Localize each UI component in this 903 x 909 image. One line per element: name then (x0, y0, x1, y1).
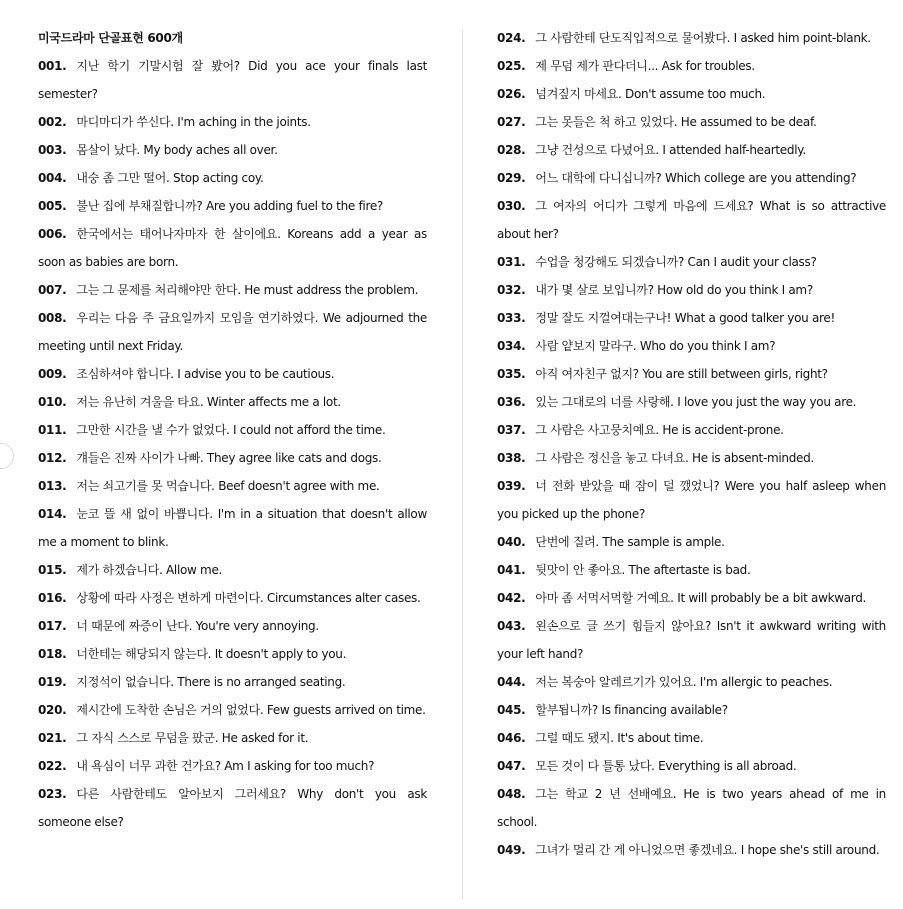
item-text: 내가 몇 살로 보입니까? How old do you think I am? (535, 283, 813, 297)
item-text: 있는 그대로의 너를 사랑해. I love you just the way you are. (535, 395, 857, 409)
item-text: 상황에 따라 사정은 변하게 마련이다. Circumstances alter cases. (76, 591, 421, 605)
item-number: 048. (497, 787, 526, 801)
item-number: 035. (497, 367, 526, 381)
item-text: 제 무덤 제가 판다더니... Ask for troubles. (535, 59, 755, 73)
expression-item (497, 444, 886, 472)
side-scroll-handle[interactable] (0, 443, 14, 469)
expression-item (497, 332, 886, 360)
item-text: 아직 여자친구 없지? You are still between girls, right? (535, 367, 828, 381)
item-text: 어느 대학에 다니십니까? Which college are you attending? (535, 171, 857, 185)
item-number: 033. (497, 311, 526, 325)
expression-item (38, 136, 427, 164)
expression-item (38, 416, 427, 444)
item-text: 그는 그 문제를 처리해야만 한다. He must address the problem. (76, 283, 419, 297)
expression-item (497, 836, 886, 864)
item-number: 019. (38, 675, 67, 689)
expression-item (497, 584, 886, 612)
item-text: 너한테는 해당되지 않는다. It doesn't apply to you. (76, 647, 347, 661)
item-number: 026. (497, 87, 526, 101)
item-number: 047. (497, 759, 526, 773)
expression-item (497, 52, 886, 80)
item-text: 눈코 뜰 새 없이 바쁩니다. I'm in a situation that doesn't allow me a moment to blink. (38, 507, 427, 549)
expression-item (38, 276, 427, 304)
item-text: 그 사람은 사고뭉치예요. He is accident-prone. (535, 423, 784, 437)
expression-item (497, 136, 886, 164)
item-text: 내 욕심이 너무 과한 건가요? Am I asking for too much? (76, 759, 375, 773)
item-text: 정말 잘도 지껄여대는구나! What a good talker you are! (535, 311, 835, 325)
expression-item (497, 724, 886, 752)
expression-item (38, 388, 427, 416)
expression-item (38, 164, 427, 192)
document-title: 미국드라마 단골표현 600개 (38, 31, 183, 45)
item-text: 지난 학기 기말시험 잘 봤어? Did you ace your finals last semester? (38, 59, 427, 101)
item-number: 025. (497, 59, 526, 73)
item-number: 021. (38, 731, 67, 745)
item-text: 저는 쇠고기를 못 먹습니다. Beef doesn't agree with me. (76, 479, 380, 493)
item-number: 004. (38, 171, 67, 185)
expression-item (38, 192, 427, 220)
item-text: 그럴 때도 됐지. It's about time. (535, 731, 704, 745)
item-number: 027. (497, 115, 526, 129)
item-number: 011. (38, 423, 67, 437)
item-text: 한국에서는 태어나자마자 한 살이에요. Koreans add a year as soon as babies are born. (38, 227, 427, 269)
expression-item (497, 696, 886, 724)
item-text: 걔들은 진짜 사이가 나빠. They agree like cats and dogs. (76, 451, 382, 465)
item-text: 넘겨짚지 마세요. Don't assume too much. (535, 87, 766, 101)
item-text: 저는 복숭아 알레르기가 있어요. I'm allergic to peaches. (535, 675, 833, 689)
item-number: 043. (497, 619, 526, 633)
item-number: 001. (38, 59, 67, 73)
item-text: 왼손으로 글 쓰기 힘들지 않아요? Isn't it awkward writing with your left hand? (497, 619, 886, 661)
item-number: 002. (38, 115, 67, 129)
item-text: 너 때문에 짜증이 난다. You're very annoying. (76, 619, 319, 633)
item-number: 038. (497, 451, 526, 465)
item-text: 너 전화 받았을 때 잠이 덜 깼었니? Were you half asleep when you picked up the phone? (497, 479, 886, 521)
item-number: 046. (497, 731, 526, 745)
right-column (497, 24, 886, 864)
item-number: 010. (38, 395, 67, 409)
expression-item (38, 304, 427, 360)
item-number: 042. (497, 591, 526, 605)
expression-item (38, 360, 427, 388)
expression-item (497, 612, 886, 668)
item-text: 불난 집에 부채질합니까? Are you adding fuel to the fire? (76, 199, 383, 213)
item-number: 020. (38, 703, 67, 717)
item-number: 039. (497, 479, 526, 493)
item-text: 할부됩니까? Is financing available? (535, 703, 728, 717)
item-text: 그 여자의 어디가 그렇게 마음에 드세요? What is so attractive about her? (497, 199, 886, 241)
expression-item (38, 52, 427, 108)
item-number: 028. (497, 143, 526, 157)
item-number: 009. (38, 367, 67, 381)
item-text: 몸살이 났다. My body aches all over. (76, 143, 278, 157)
expression-item (497, 248, 886, 276)
expression-item (38, 556, 427, 584)
expression-item (38, 612, 427, 640)
item-text: 그만한 시간을 낼 수가 없었다. I could not afford the time. (76, 423, 386, 437)
expression-item (38, 724, 427, 752)
expression-item (497, 416, 886, 444)
item-number: 032. (497, 283, 526, 297)
item-number: 005. (38, 199, 67, 213)
item-number: 017. (38, 619, 67, 633)
item-number: 006. (38, 227, 67, 241)
item-number: 041. (497, 563, 526, 577)
expression-item (497, 304, 886, 332)
item-text: 마디마디가 쑤신다. I'm aching in the joints. (76, 115, 311, 129)
item-text: 그 사람한테 단도직입적으로 물어봤다. I asked him point-blank. (535, 31, 871, 45)
expression-item (497, 164, 886, 192)
expression-item (38, 584, 427, 612)
expression-item (38, 668, 427, 696)
item-text: 단번에 질려. The sample is ample. (535, 535, 725, 549)
item-number: 015. (38, 563, 67, 577)
item-number: 003. (38, 143, 67, 157)
item-number: 016. (38, 591, 67, 605)
expression-item (497, 472, 886, 528)
expression-item (38, 640, 427, 668)
item-text: 저는 유난히 겨울을 타요. Winter affects me a lot. (76, 395, 341, 409)
item-text: 그는 못들은 척 하고 있었다. He assumed to be deaf. (535, 115, 817, 129)
item-text: 제시간에 도착한 손님은 거의 없었다. Few guests arrived on time. (76, 703, 426, 717)
item-number: 037. (497, 423, 526, 437)
expression-item (38, 444, 427, 472)
expression-item (38, 108, 427, 136)
expression-item (38, 472, 427, 500)
item-text: 아마 좀 서먹서먹할 거예요. It will probably be a bit awkward. (535, 591, 867, 605)
item-text: 그냥 건성으로 다녔어요. I attended half-heartedly. (535, 143, 806, 157)
item-number: 044. (497, 675, 526, 689)
item-number: 030. (497, 199, 526, 213)
column-divider (462, 30, 463, 900)
item-number: 049. (497, 843, 526, 857)
left-column (38, 24, 427, 836)
expression-item (38, 500, 427, 556)
expression-item (497, 780, 886, 836)
item-text: 그는 학교 2 년 선배예요. He is two years ahead of me in school. (497, 787, 886, 829)
item-text: 사람 얕보지 말라구. Who do you think I am? (535, 339, 776, 353)
item-text: 모든 것이 다 틀통 났다. Everything is all abroad. (535, 759, 797, 773)
expression-item (497, 192, 886, 248)
item-number: 013. (38, 479, 67, 493)
item-text: 지정석이 없습니다. There is no arranged seating. (76, 675, 346, 689)
item-text: 수업을 청강해도 되겠습니까? Can I audit your class? (535, 255, 817, 269)
expression-item (497, 360, 886, 388)
expression-item (38, 696, 427, 724)
expression-item (497, 388, 886, 416)
item-text: 내숭 좀 그만 떨어. Stop acting coy. (76, 171, 264, 185)
item-number: 031. (497, 255, 526, 269)
expression-item (38, 752, 427, 780)
item-text: 그녀가 멀리 간 게 아니었으면 좋겠네요. I hope she's still around. (535, 843, 880, 857)
item-number: 018. (38, 647, 67, 661)
expression-item (497, 556, 886, 584)
item-number: 008. (38, 311, 67, 325)
item-text: 조심하셔야 합니다. I advise you to be cautious. (76, 367, 335, 381)
item-text: 그 자식 스스로 무덤을 팠군. He asked for it. (76, 731, 309, 745)
expression-item (38, 780, 427, 836)
expression-item (497, 108, 886, 136)
item-text: 그 사람은 정신을 놓고 다녀요. He is absent-minded. (535, 451, 814, 465)
expression-item (497, 24, 886, 52)
expression-item (497, 276, 886, 304)
expression-item (497, 80, 886, 108)
item-number: 014. (38, 507, 67, 521)
item-text: 우리는 다음 주 금요일까지 모임을 연기하였다. We adjourned the meeting until next Friday. (38, 311, 427, 353)
item-number: 045. (497, 703, 526, 717)
item-number: 012. (38, 451, 67, 465)
item-number: 036. (497, 395, 526, 409)
item-number: 023. (38, 787, 67, 801)
expression-item (38, 220, 427, 276)
item-number: 040. (497, 535, 526, 549)
expression-item (497, 668, 886, 696)
item-number: 029. (497, 171, 526, 185)
item-number: 007. (38, 283, 67, 297)
item-text: 다른 사람한테도 알아보지 그러세요? Why don't you ask someone else? (38, 787, 427, 829)
item-number: 022. (38, 759, 67, 773)
item-number: 024. (497, 31, 526, 45)
item-number: 034. (497, 339, 526, 353)
item-text: 뒷맛이 안 좋아요. The aftertaste is bad. (535, 563, 751, 577)
item-text: 제가 하겠습니다. Allow me. (76, 563, 223, 577)
expression-item (497, 528, 886, 556)
expression-item (497, 752, 886, 780)
